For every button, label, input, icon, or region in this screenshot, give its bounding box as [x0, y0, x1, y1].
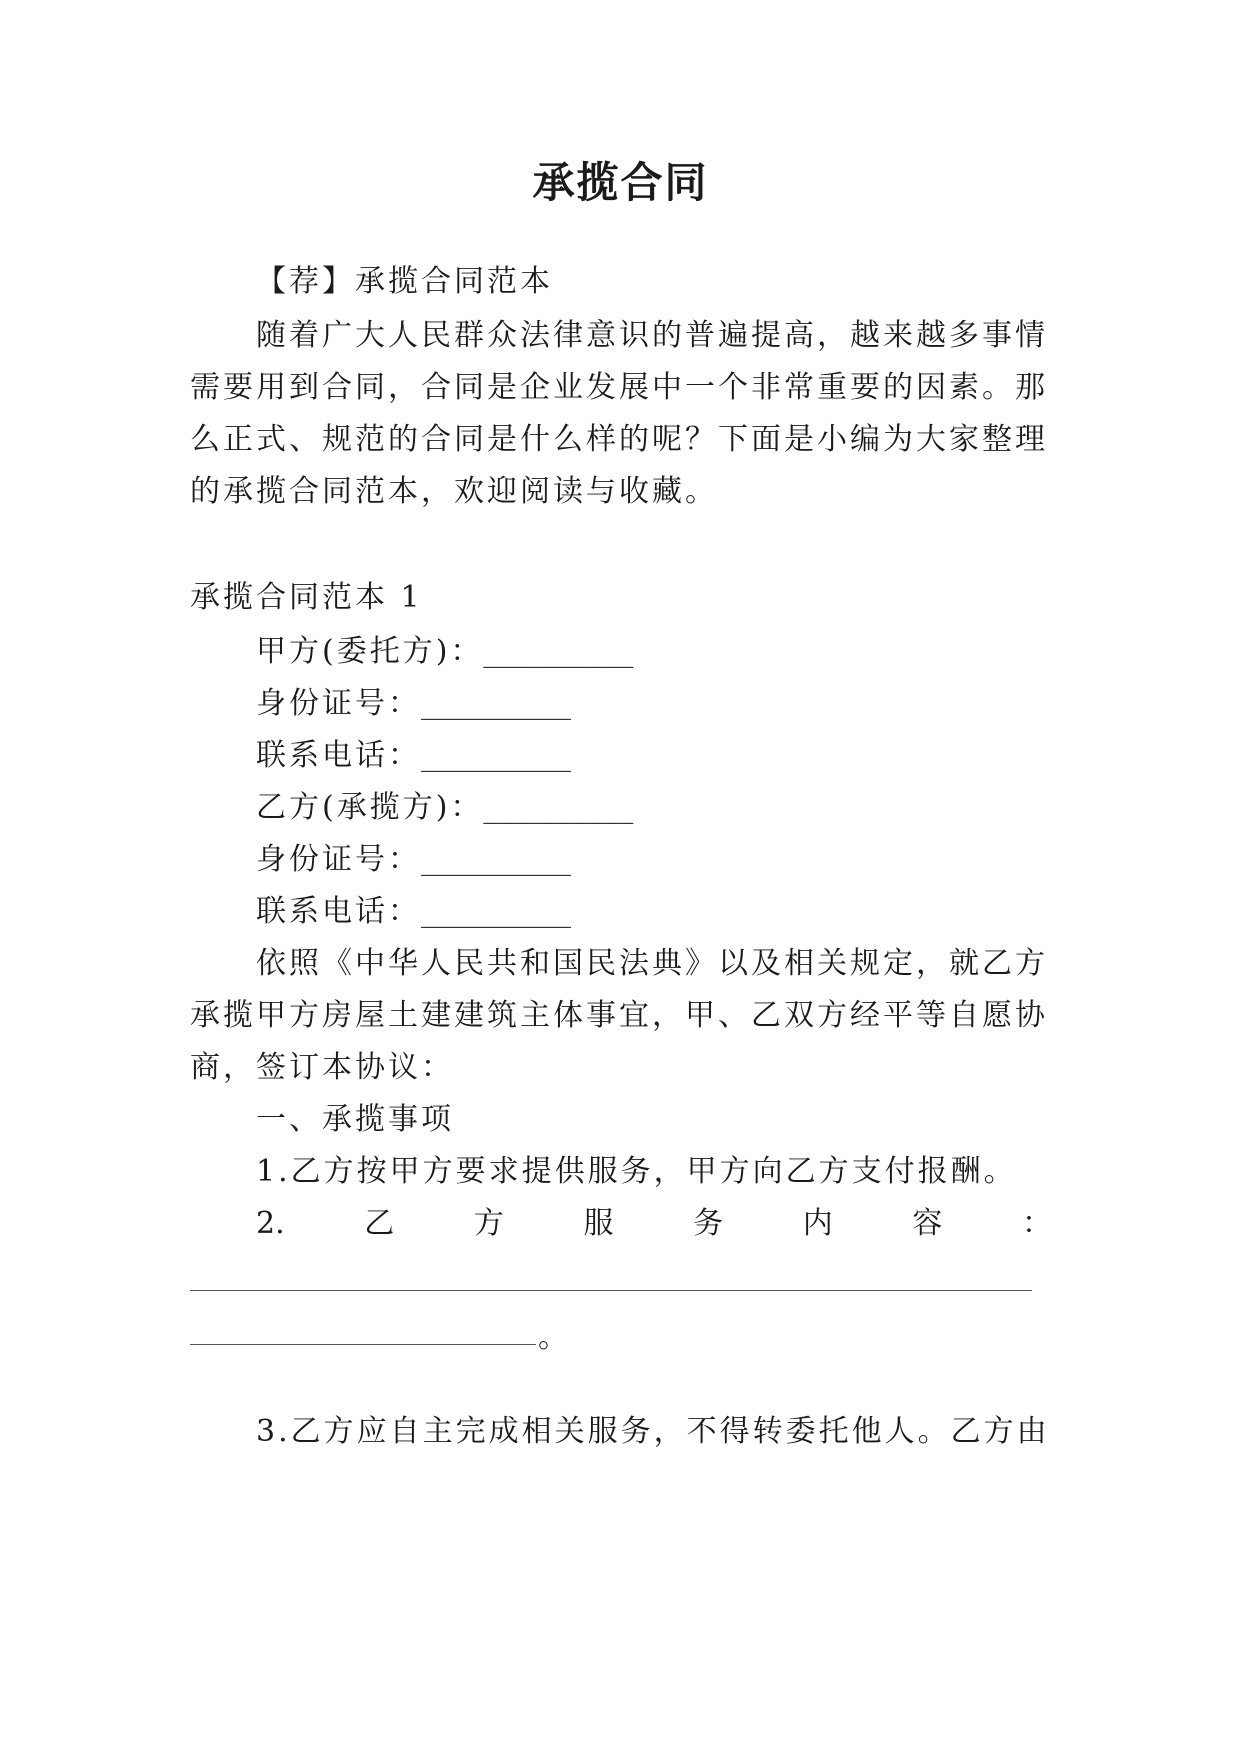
- clause-2-number: 2.: [256, 1206, 285, 1241]
- clause-1: 1.乙方按甲方要求提供服务，甲方向乙方支付报酬。: [256, 1154, 1017, 1189]
- field-party-a-phone: [256, 736, 1052, 776]
- clause-2-char: 乙: [364, 1206, 395, 1241]
- field-label: 身份证号：: [256, 842, 421, 877]
- field-party-b-phone: [256, 892, 1052, 932]
- clause-3: 3.乙方应自主完成相关服务，不得转委托他人。乙方由: [256, 1414, 1050, 1449]
- field-blank: __________: [421, 842, 571, 877]
- clause-2-char: 方: [473, 1206, 504, 1241]
- clause-2-period: 。: [538, 1320, 571, 1355]
- field-party-b: [256, 788, 1052, 828]
- intro-line-4: 的承揽合同范本，欢迎阅读与收藏。: [190, 474, 718, 509]
- clause-2-char: 容: [912, 1206, 943, 1241]
- preamble-line-3: 商，签订本协议：: [190, 1050, 454, 1085]
- intro-line-2: 需要用到合同，合同是企业发展中一个非常重要的因素。那: [190, 370, 1048, 405]
- intro-line-1: 随着广大人民群众法律意识的普遍提高，越来越多事情: [256, 318, 1048, 353]
- section-heading: 承揽合同范本 1: [190, 580, 423, 615]
- field-blank: __________: [421, 686, 571, 721]
- field-label: 联系电话：: [256, 738, 421, 773]
- document-subtitle: 【荐】承揽合同范本: [256, 264, 553, 299]
- clause-2-char: 务: [693, 1206, 724, 1241]
- page-title: 承揽合同: [532, 158, 709, 207]
- field-party-a: [256, 632, 1052, 672]
- field-blank: __________: [421, 738, 571, 773]
- preamble-line-2: 承揽甲方房屋土建建筑主体事宜，甲、乙双方经平等自愿协: [190, 998, 1048, 1033]
- field-label: 联系电话：: [256, 894, 421, 929]
- field-label: 身份证号：: [256, 686, 421, 721]
- fill-in-blank-line: [190, 1290, 1032, 1291]
- clause-2: [256, 1204, 1052, 1244]
- clause-2-char: 内: [802, 1206, 833, 1241]
- field-blank: __________: [483, 634, 634, 669]
- fill-in-blank-line: [190, 1344, 536, 1345]
- clause-heading: 一、承揽事项: [256, 1102, 454, 1137]
- field-blank: __________: [483, 790, 634, 825]
- field-party-b-id: [256, 840, 1052, 880]
- clause-2-colon: ：: [1022, 1206, 1052, 1241]
- field-label: 甲方(委托方)：: [256, 634, 484, 669]
- field-party-a-id: [256, 684, 1052, 724]
- intro-line-3: 么正式、规范的合同是什么样的呢？下面是小编为大家整理: [190, 422, 1048, 457]
- clause-2-char: 服: [583, 1206, 614, 1241]
- field-blank: __________: [421, 894, 571, 929]
- field-label: 乙方(承揽方)：: [256, 790, 484, 825]
- preamble-line-1: 依照《中华人民共和国民法典》以及相关规定，就乙方: [256, 946, 1048, 981]
